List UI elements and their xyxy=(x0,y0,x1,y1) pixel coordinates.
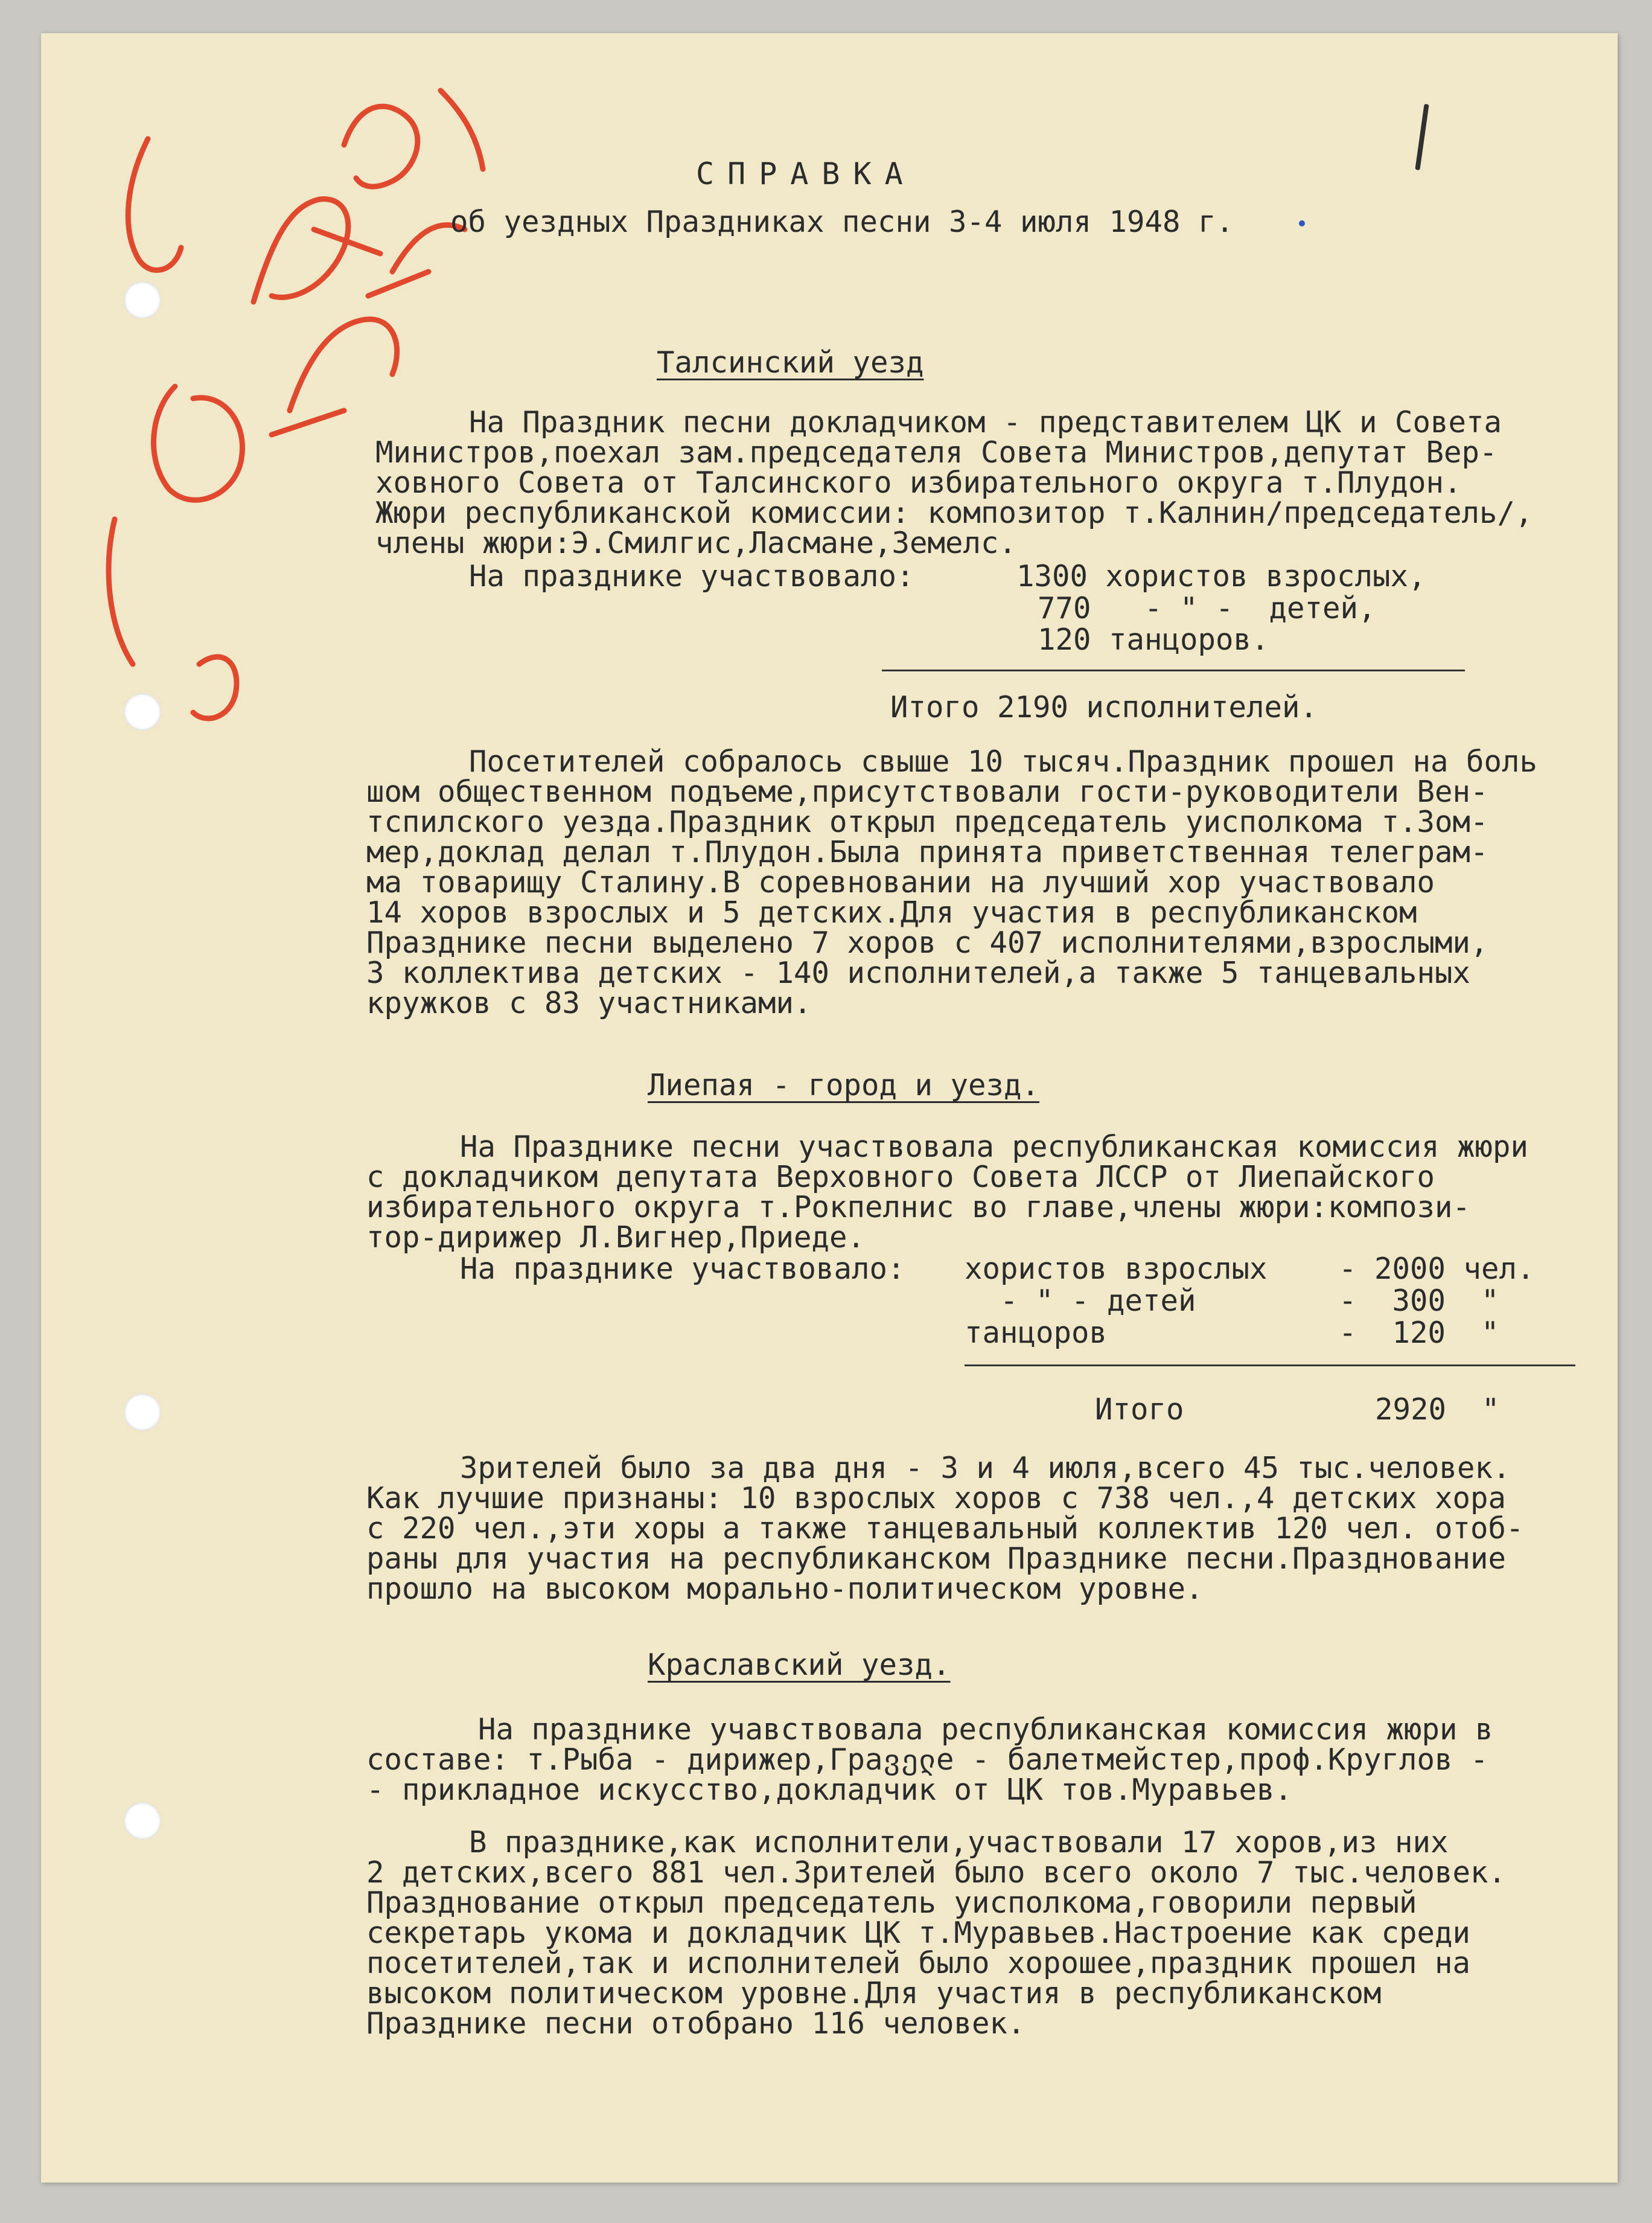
paragraph-line: с докладчиком депутата Верховного Совета ЛССР от Лиепайского xyxy=(366,1160,1435,1194)
paragraph-line: 14 хоров взрослых и 5 детских.Для участия в республиканском xyxy=(366,895,1417,930)
document-title: СПРАВКА xyxy=(696,156,916,191)
paragraph-line: На Праздник песни докладчиком - представителем ЦК и Совета xyxy=(469,405,1502,440)
participation-label: На празднике участвовало: xyxy=(469,559,914,593)
paragraph-line: избирательного округа т.Рокпелнис во главе,члены жюри:компози- xyxy=(366,1190,1471,1224)
total-rule xyxy=(965,1364,1575,1366)
paragraph-line: тспилского уезда.Праздник открыл председатель уисполкома т.Зом- xyxy=(366,805,1488,839)
section-heading: Талсинский уезд xyxy=(657,345,924,380)
binder-hole xyxy=(124,1393,161,1431)
paragraph-line: Жюри республиканской комиссии: композитор т.Калнин/председатель/, xyxy=(375,496,1533,530)
total-rule xyxy=(882,670,1465,671)
paragraph-line: с 220 чел.,эти хоры а также танцевальный коллектив 120 чел. отоб- xyxy=(366,1511,1524,1546)
paragraph-line: посетителей,так и исполнителей было хорошее,праздник прошел на xyxy=(366,1946,1471,1980)
paragraph-line: Министров,поехал зам.председателя Совета Министров,депутат Вер- xyxy=(375,435,1497,470)
blue-ink-dot xyxy=(1299,220,1305,226)
paragraph-line: мер,доклад делал т.Плудон.Была принята приветственная телеграм- xyxy=(366,835,1488,869)
participation-row-name: хористов взрослых xyxy=(965,1252,1268,1286)
paragraph-line: тор-дирижер Л.Вигнер,Приеде. xyxy=(366,1220,866,1255)
handwritten-annotation xyxy=(91,72,513,737)
paragraph-line: На празднике учавствовала республиканская комиссия жюри в xyxy=(478,1712,1493,1747)
paragraph-line: Празднике песни отобрано 116 человек. xyxy=(366,2006,1025,2041)
paragraph-line: 2 детских,всего 881 чел.Зрителей было всего около 7 тыс.человек. xyxy=(366,1855,1507,1890)
participation-row-value: - 2000 чел. xyxy=(1339,1252,1535,1286)
paragraph-line: - прикладное искусство,докладчик от ЦК тов.Муравьев. xyxy=(366,1773,1293,1807)
participation-row-value: - 300 " xyxy=(1339,1284,1499,1318)
paragraph-line: раны для участия на республиканском Празднике песни.Празднование xyxy=(366,1541,1507,1576)
paragraph-line: Как лучшие признаны: 10 взрослых хоров с 738 чел.,4 детских хора xyxy=(366,1481,1507,1515)
participation-label: На празднике участвовало: xyxy=(460,1252,905,1286)
participation-row: 120 танцоров. xyxy=(1038,622,1269,657)
paragraph-line: На Празднике песни участвовала республиканская комиссия жюри xyxy=(460,1130,1529,1164)
participation-row-name: - " - детей xyxy=(965,1284,1196,1318)
section-heading: Краславский уезд. xyxy=(648,1648,951,1682)
paragraph-line: составе: т.Рыба - дирижер,Граველе - балетмейстер,проф.Круглов - xyxy=(366,1742,1488,1777)
participation-row-value: - 120 " xyxy=(1339,1316,1499,1350)
paragraph-line: Посетителей собралось свыше 10 тысяч.Праздник прошел на боль xyxy=(469,744,1538,779)
paragraph-line: кружков с 83 участниками. xyxy=(366,986,812,1020)
participation-total-value: 2920 " xyxy=(1375,1392,1500,1427)
participation-total-label: Итого xyxy=(1095,1392,1184,1427)
paragraph-line: ховного Совета от Талсинского избирательного округа т.Плудон. xyxy=(375,465,1462,500)
binder-hole xyxy=(124,1802,161,1840)
paragraph-line: Празднование открыл председатель уисполкома,говорили первый xyxy=(366,1886,1417,1920)
document-subtitle: об уездных Праздниках песни 3-4 июля 1948 г. xyxy=(450,205,1234,239)
participation-row: 1300 хористов взрослых, xyxy=(1016,559,1426,593)
section-heading: Лиепая - город и уезд. xyxy=(648,1068,1040,1102)
paragraph-line: высоком политическом уровне.Для участия в республиканском xyxy=(366,1976,1382,2010)
participation-row-name: танцоров xyxy=(965,1316,1108,1350)
paragraph-line: секретарь укома и докладчик ЦК т.Муравьев.Настроение как среди xyxy=(366,1916,1471,1950)
paragraph-line: ма товарищу Сталину.В соревновании на лучший хор участвовало xyxy=(366,865,1435,900)
participation-total: Итого 2190 исполнителей. xyxy=(890,690,1318,724)
paragraph-line: 3 коллектива детских - 140 исполнителей,а также 5 танцевальных xyxy=(366,956,1471,990)
paragraph-line: члены жюри:Э.Смилгис,Ласмане,Земелс. xyxy=(375,526,1017,560)
participation-row: 770 - " - детей, xyxy=(1038,591,1376,625)
paragraph-line: Празднике песни выделено 7 хоров с 407 исполнителями,взрослыми, xyxy=(366,926,1488,960)
paragraph-line: шом общественном подъеме,присутствовали гости-руководители Вен- xyxy=(366,775,1488,809)
paragraph-line: Зрителей было за два дня - 3 и 4 июля,всего 45 тыс.человек. xyxy=(460,1451,1511,1485)
paragraph-line: В празднике,как исполнители,участвовали 17 хоров,из них xyxy=(469,1825,1449,1860)
paragraph-line: прошло на высоком морально-политическом уровне. xyxy=(366,1572,1204,1606)
